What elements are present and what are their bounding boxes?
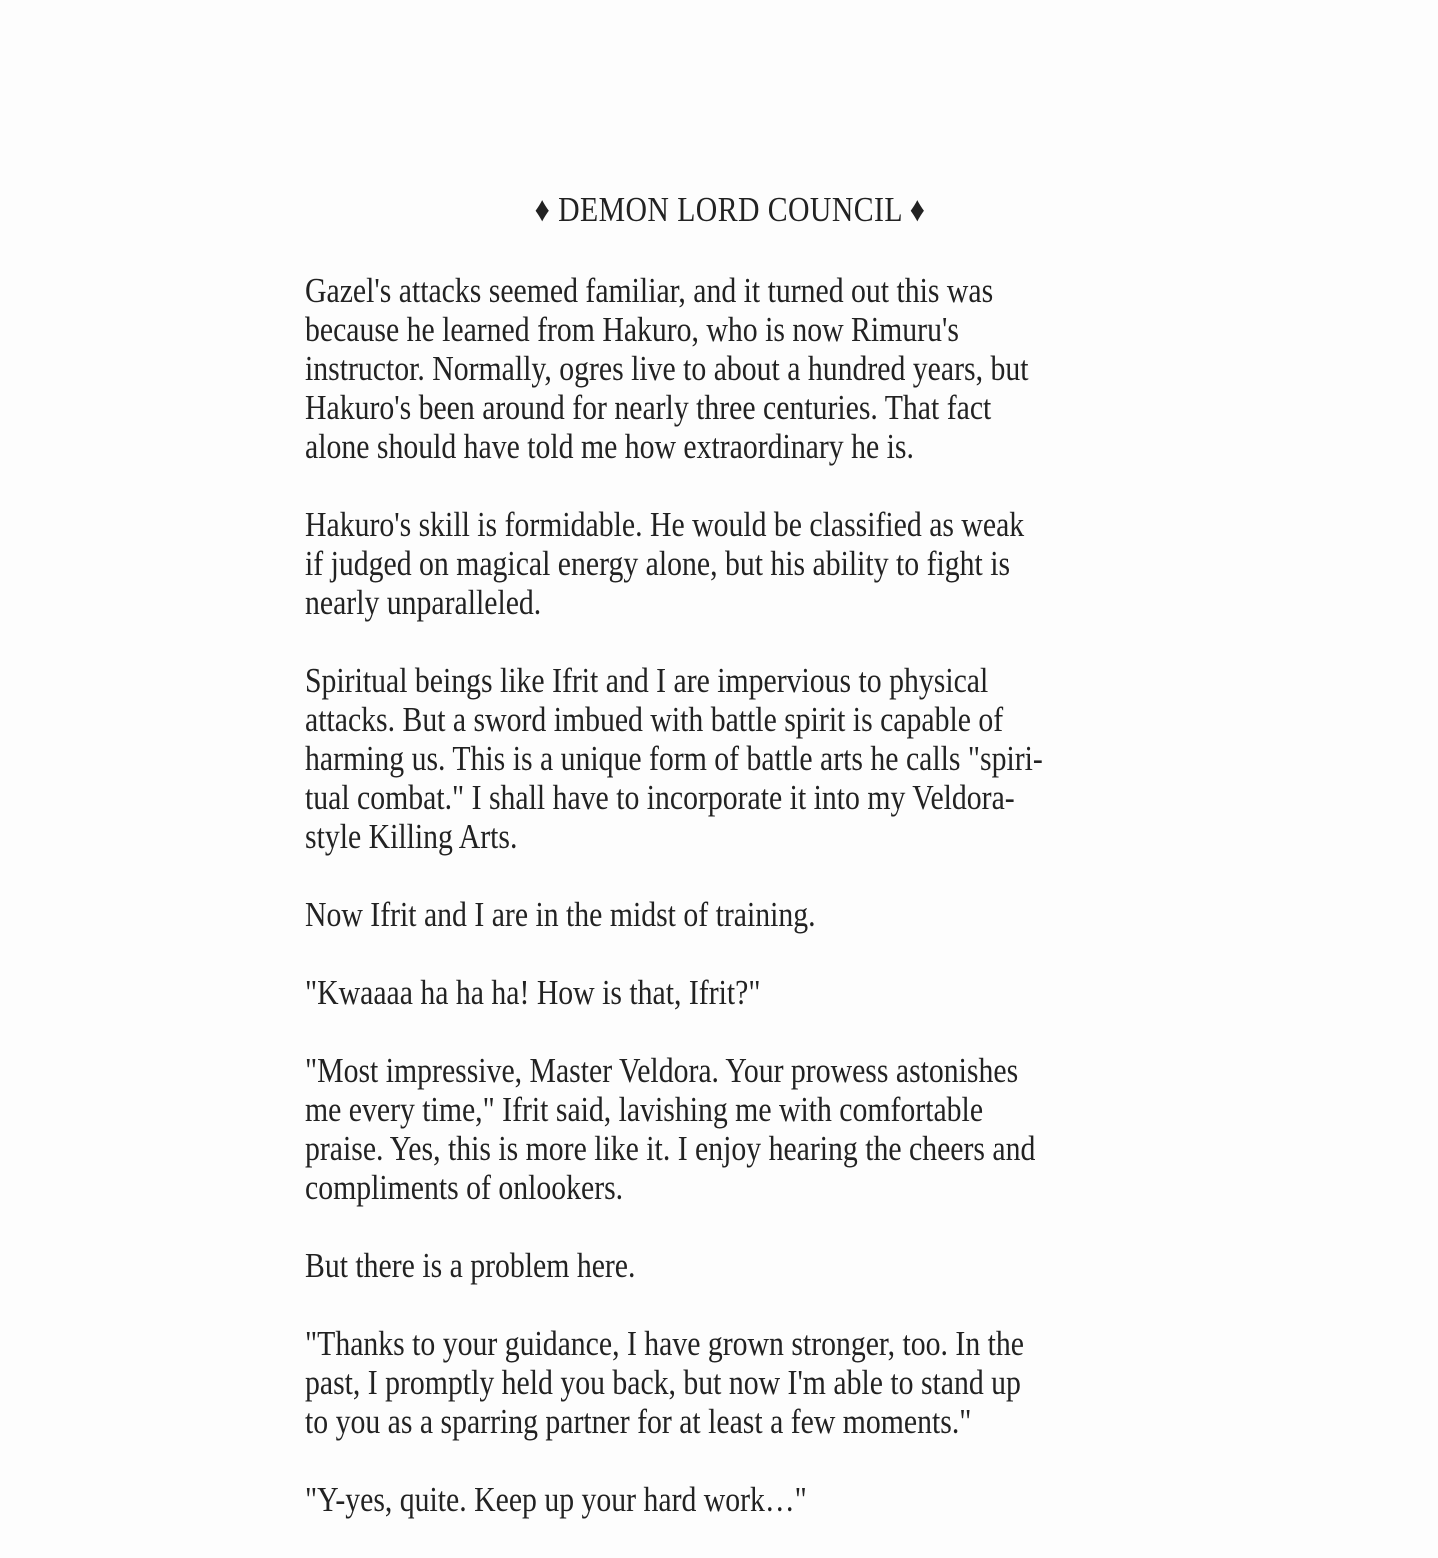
chapter-body	[305, 271, 1155, 1519]
text-line: alone should have told me how extraordinary he is.	[305, 427, 914, 466]
text-line: Now Ifrit and I are in the midst of training.	[305, 895, 816, 934]
text-line: Gazel's attacks seemed familiar, and it turned out this was	[305, 271, 994, 310]
paragraph	[305, 1051, 1036, 1207]
text-line: style Killing Arts.	[305, 817, 518, 856]
text-line: harming us. This is a unique form of battle arts he calls "spiri-	[305, 739, 1043, 778]
paragraph	[305, 505, 1028, 622]
paragraph	[305, 1246, 1028, 1285]
text-line: Hakuro's been around for nearly three centuries. That fact	[305, 388, 992, 427]
text-line: Spiritual beings like Ifrit and I are impervious to physical	[305, 661, 989, 700]
text-line: But there is a problem here.	[305, 1246, 636, 1285]
text-line: compliments of onlookers.	[305, 1168, 624, 1207]
text-line: Hakuro's skill is formidable. He would be classified as weak	[305, 505, 1025, 544]
text-line: attacks. But a sword imbued with battle spirit is capable of	[305, 700, 1004, 739]
text-line: instructor. Normally, ogres live to about a hundred years, but	[305, 349, 1029, 388]
text-line: "Thanks to your guidance, I have grown stronger, too. In the	[305, 1324, 1024, 1363]
text-line: if judged on magical energy alone, but his ability to fight is	[305, 544, 1011, 583]
text-line: me every time," Ifrit said, lavishing me with comfortable	[305, 1090, 984, 1129]
text-line: to you as a sparring partner for at least a few moments."	[305, 1402, 972, 1441]
text-line: because he learned from Hakuro, who is now Rimuru's	[305, 310, 959, 349]
paragraph	[305, 895, 1028, 934]
text-line: tual combat." I shall have to incorporate it into my Veldora-	[305, 778, 1015, 817]
text-line: praise. Yes, this is more like it. I enjoy hearing the cheers and	[305, 1129, 1036, 1168]
paragraph	[305, 661, 1043, 856]
text-line: nearly unparalleled.	[305, 583, 542, 622]
book-page	[305, 190, 1155, 1558]
text-line: "Kwaaaa ha ha ha! How is that, Ifrit?"	[305, 973, 761, 1012]
text-line: "Y-yes, quite. Keep up your hard work…"	[305, 1480, 807, 1519]
paragraph	[305, 973, 1028, 1012]
text-line: "Most impressive, Master Veldora. Your prowess astonishes	[305, 1051, 1019, 1090]
paragraph	[305, 1324, 1028, 1441]
chapter-title: ♦ DEMON LORD COUNCIL ♦	[534, 190, 926, 229]
paragraph	[305, 271, 1028, 466]
text-line: past, I promptly held you back, but now I'm able to stand up	[305, 1363, 1021, 1402]
